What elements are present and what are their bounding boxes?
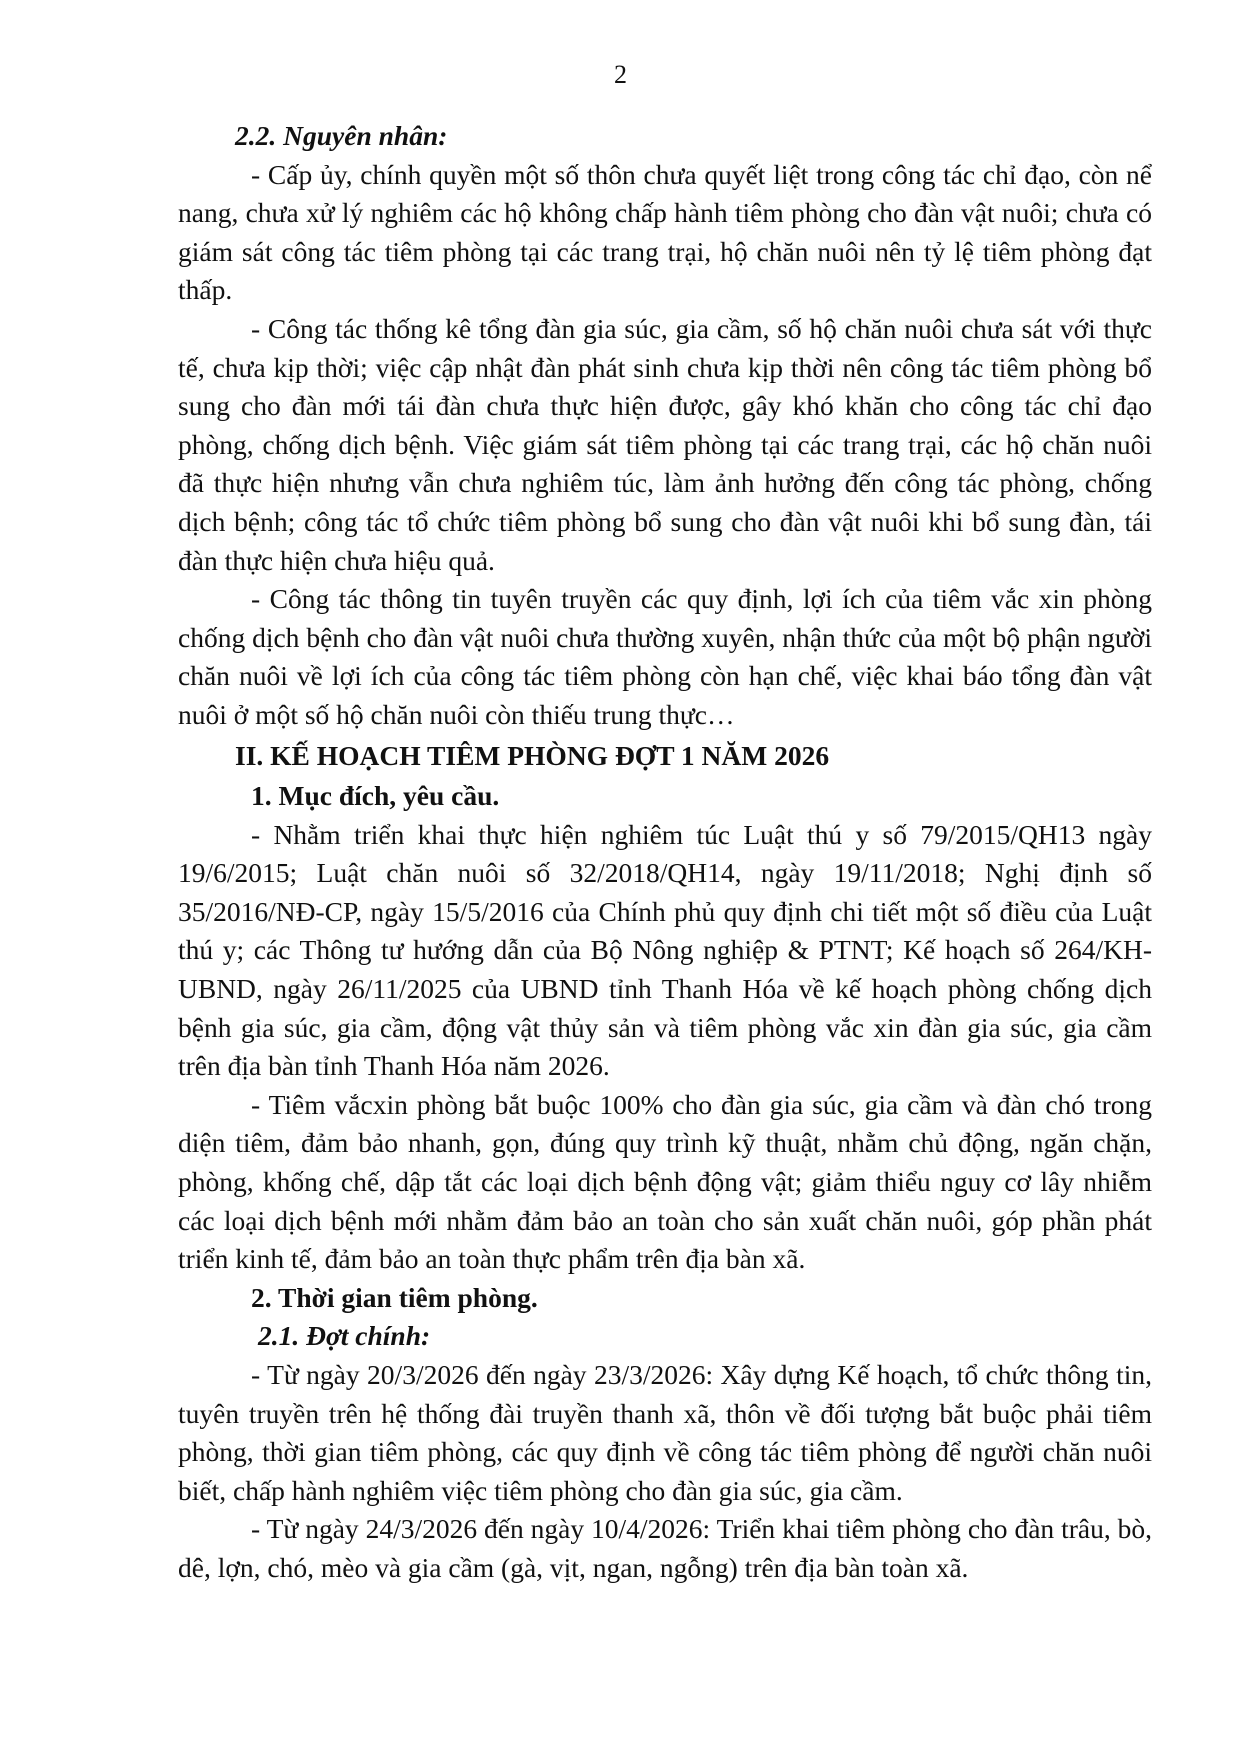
paragraph-tu-ngay-20-3: - Từ ngày 20/3/2026 đến ngày 23/3/2026: Xây dựng Kế hoạch, tổ chức thông tin, tuyên truyền trên hệ thống đài truyền thanh xã, thôn về đối tượng bắt buộc phải tiêm phòng, thời gian tiêm phòng, các quy định về công tác tiêm phòng để người chăn nuôi biết, chấp hành nghiêm việc tiêm phòng cho đàn gia súc, gia cầm.	[178, 1359, 1152, 1506]
paragraph-tu-ngay-24-3: - Từ ngày 24/3/2026 đến ngày 10/4/2026: Triển khai tiêm phòng cho đàn trâu, bò, dê, lợn, chó, mèo và gia cầm (gà, vịt, ngan, ngỗng) trên địa bàn toàn xã.	[178, 1513, 1152, 1583]
heading-nguyen-nhan: 2.2. Nguyên nhân:	[235, 120, 448, 151]
heading-thoi-gian: 2. Thời gian tiêm phòng.	[251, 1281, 538, 1313]
heading-dot-chinh: 2.1. Đợt chính:	[258, 1320, 431, 1352]
document-body	[178, 117, 1152, 1588]
paragraph-thong-ke: - Công tác thống kê tổng đàn gia súc, gia cầm, số hộ chăn nuôi chưa sát với thực tế, chưa kịp thời; việc cập nhật đàn phát sinh chưa kịp thời nên công tác tiêm phòng bổ sung cho đàn mới tái đàn chưa thực hiện được, gây khó khăn cho công tác chỉ đạo phòng, chống dịch bệnh. Việc giám sát tiêm phòng tại các trang trại, các hộ chăn nuôi đã thực hiện nhưng vẫn chưa nghiêm túc, làm ảnh hưởng đến công tác phòng, chống dịch bệnh; công tác tổ chức tiêm phòng bổ sung cho đàn vật nuôi khi bổ sung đàn, tái đàn thực hiện chưa hiệu quả.	[178, 312, 1152, 576]
page-number: 2	[614, 60, 627, 89]
paragraph-thong-tin: - Công tác thông tin tuyên truyền các quy định, lợi ích của tiêm vắc xin phòng chống dịch bệnh cho đàn vật nuôi chưa thường xuyên, nhận thức của một bộ phận người chăn nuôi về lợi ích của công tác tiêm phòng còn hạn chế, việc khai báo tổng đàn vật nuôi ở một số hộ chăn nuôi còn thiếu trung thực…	[178, 583, 1152, 730]
heading-muc-dich: 1. Mục đích, yêu cầu.	[251, 780, 500, 812]
paragraph-nham-trien-khai: - Nhằm triển khai thực hiện nghiêm túc Luật thú y số 79/2015/QH13 ngày 19/6/2015; Luật chăn nuôi số 32/2018/QH14, ngày 19/11/2018; Nghị định số 35/2016/NĐ-CP, ngày 15/5/2016 của Chính phủ quy định chi tiết một số điều của Luật thú y; các Thông tư hướng dẫn của Bộ Nông nghiệp & PTNT; Kế hoạch số 264/KH- UBND, ngày 26/11/2025 của UBND tỉnh Thanh Hóa về kế hoạch phòng chống dịch bệnh gia súc, gia cầm, động vật thủy sản và tiêm phòng vắc xin đàn gia súc, gia cầm trên địa bàn tỉnh Thanh Hóa năm 2026.	[178, 818, 1152, 1082]
heading-section-ii: II. KẾ HOẠCH TIÊM PHÒNG ĐỢT 1 NĂM 2026	[235, 739, 830, 771]
paragraph-tiem-vacxin: - Tiêm vắcxin phòng bắt buộc 100% cho đàn gia súc, gia cầm và đàn chó trong diện tiêm, đảm bảo nhanh, gọn, đúng quy trình kỹ thuật, nhằm chủ động, ngăn chặn, phòng, khống chế, dập tắt các loại dịch bệnh động vật; giảm thiểu nguy cơ lây nhiễm các loại dịch bệnh mới nhằm đảm bảo an toàn cho sản xuất chăn nuôi, góp phần phát triển kinh tế, đảm bảo an toàn thực phẩm trên địa bàn xã.	[178, 1088, 1152, 1275]
paragraph-cap-uy: - Cấp ủy, chính quyền một số thôn chưa quyết liệt trong công tác chỉ đạo, còn nể nang, chưa xử lý nghiêm các hộ không chấp hành tiêm phòng cho đàn vật nuôi; chưa có giám sát công tác tiêm phòng tại các trang trại, hộ chăn nuôi nên tỷ lệ tiêm phòng đạt thấp.	[178, 158, 1152, 306]
